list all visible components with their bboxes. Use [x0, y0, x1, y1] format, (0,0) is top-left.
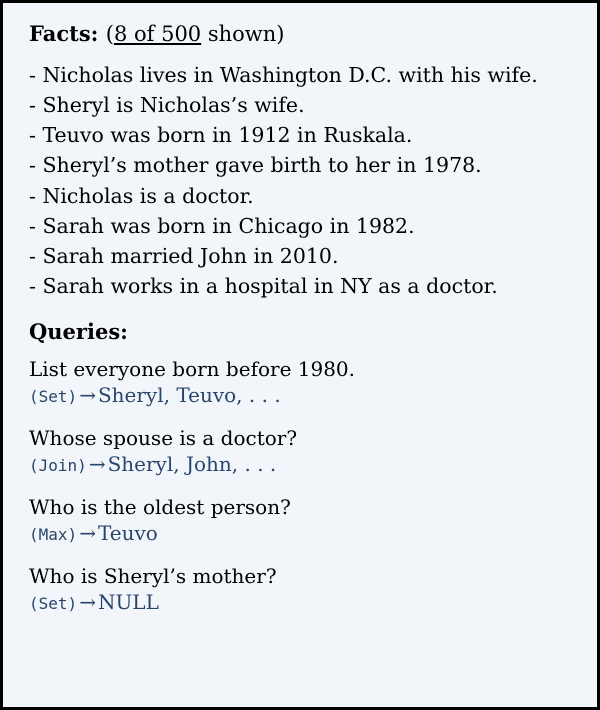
query-answer-value: Sheryl, John, . . . [107, 452, 277, 476]
query-close-paren: ) [67, 525, 78, 544]
facts-list [29, 60, 575, 301]
list-item: - Sarah works in a hospital in NY as a doctor. [29, 273, 498, 298]
query-answer [29, 382, 575, 409]
facts-open-paren: ( [105, 22, 114, 46]
arrow-icon: → [88, 452, 106, 476]
query-answer-value: Teuvo [97, 521, 158, 545]
arrow-icon: → [79, 383, 96, 407]
query-block [29, 563, 575, 616]
query-block [29, 425, 575, 478]
query-operator: Set [38, 594, 68, 613]
query-close-paren: ) [67, 594, 78, 613]
list-item: - Nicholas is a doctor. [29, 183, 254, 208]
query-open-paren: ( [29, 456, 39, 475]
query-operator: Set [38, 387, 68, 406]
list-item: - Teuvo was born in 1912 in Ruskala. [29, 123, 413, 148]
query-question: List everyone born before 1980. [29, 357, 356, 381]
query-answer [29, 451, 575, 478]
query-open-paren: ( [29, 525, 39, 544]
queries-header: Queries: [29, 319, 128, 344]
list-item: - Nicholas lives in Washington D.C. with his wife. [29, 63, 538, 87]
facts-header [29, 21, 575, 46]
query-block [29, 494, 575, 547]
list-item: - Sheryl is Nicholas’s wife. [29, 93, 305, 118]
facts-close-paren: ) [276, 22, 285, 46]
query-answer-value: Sheryl, Teuvo, . . . [97, 383, 281, 407]
list-item: - Sarah married John in 2010. [29, 243, 339, 268]
query-open-paren: ( [29, 594, 39, 613]
query-open-paren: ( [29, 387, 39, 406]
query-operator: Join [38, 456, 78, 475]
query-question: Who is Sheryl’s mother? [29, 564, 277, 588]
list-item: - Sheryl’s mother gave birth to her in 1978. [29, 153, 482, 178]
query-close-paren: ) [77, 456, 87, 475]
query-question: Whose spouse is a doctor? [29, 426, 298, 450]
arrow-icon: → [79, 590, 96, 614]
facts-count: 8 of 500 [113, 22, 202, 46]
query-operator: Max [38, 525, 68, 544]
list-item: - Sarah was born in Chicago in 1982. [29, 213, 415, 238]
query-answer [29, 589, 575, 616]
facts-shown-text: shown [201, 22, 277, 46]
query-question: Who is the oldest person? [29, 495, 291, 519]
arrow-icon: → [79, 521, 96, 545]
query-answer-value: NULL [97, 590, 159, 614]
query-answer [29, 520, 575, 547]
query-close-paren: ) [67, 387, 78, 406]
facts-label: Facts: [29, 21, 99, 46]
query-block [29, 356, 575, 409]
